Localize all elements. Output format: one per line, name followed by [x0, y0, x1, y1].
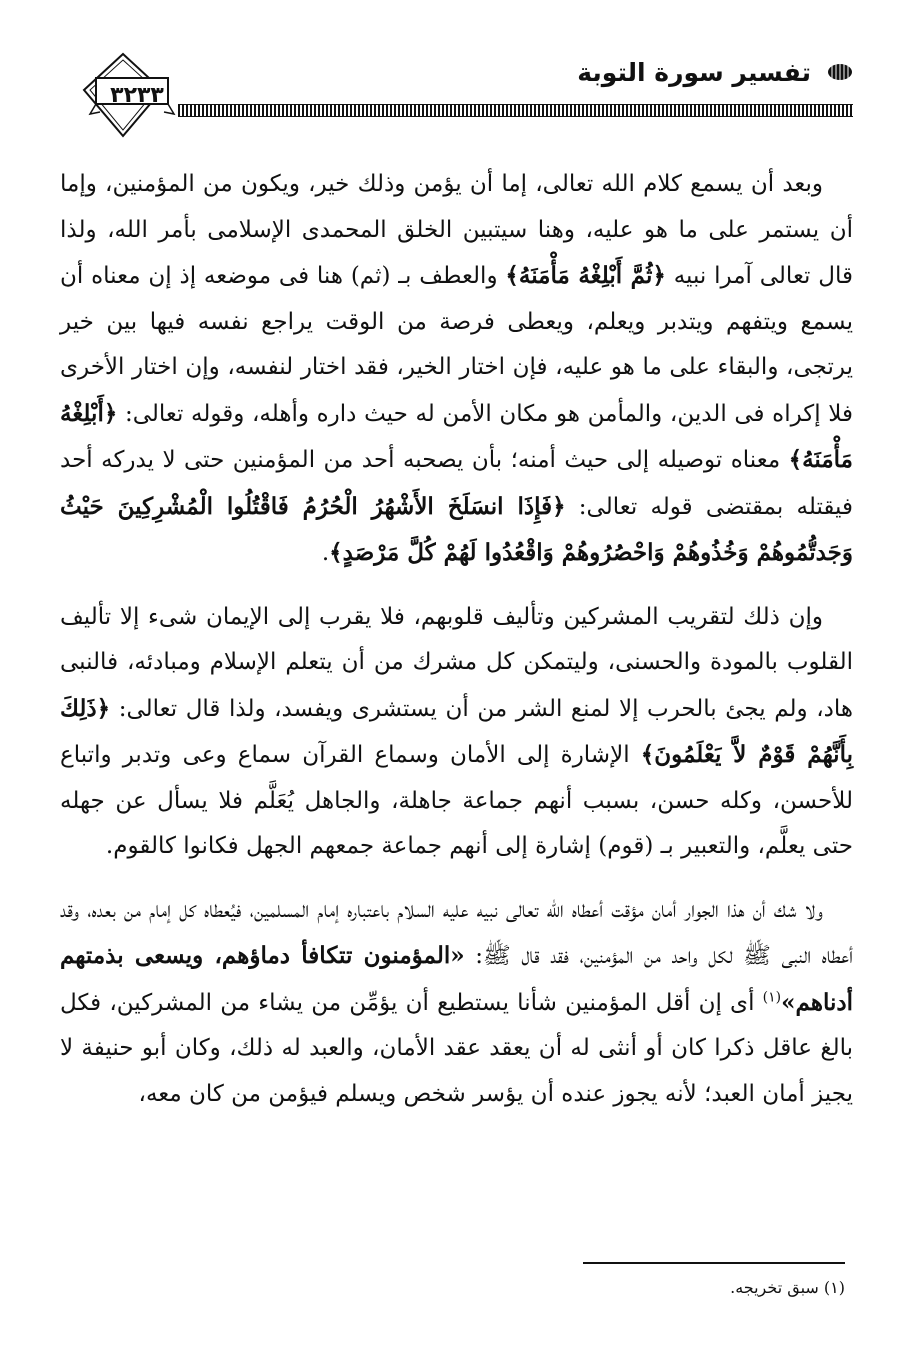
quran-verse: ﴿ذَلِكَ بِأَنَّهُمْ قَوْمٌ لاَّ يَعْلَمُونَ﴾	[60, 694, 853, 768]
text-segment: وبعد أن يسمع كلام الله تعالى، إما أن يؤمن وذلك خير، ويكون من المؤمنين، وإما أن يستمر على ما هو عليه، وهنا سيتبين الخلق المحمدى الإسلامى بأمر الله، ولذا قال تعالى آمرا نبيه	[60, 171, 853, 289]
flower-ornament-icon	[827, 63, 853, 81]
paragraph-3	[60, 888, 853, 1118]
quran-verse: ﴿فَإِذَا انسَلَخَ الأَشْهُرُ الْحُرُمُ فَاقْتُلُوا الْمُشْرِكِينَ حَيْثُ وَجَدتُّمُوهُمْ وَخُذُوهُمْ وَاحْصُرُوهُمْ وَاقْعُدُوا لَهُمْ كُلَّ مَرْصَدٍ﴾	[60, 492, 853, 566]
text-segment: .	[321, 540, 330, 566]
text-segment: أى إن أقل المؤمنين شأنا يستطيع أن يؤمِّن من يشاء من المشركين، فكل بالغ عاقل ذكرا كان أو أنثى له أن يعقد عقد الأمان، والعبد له ذلك، وكان أبو حنيفة لا يجيز أمان العبد؛ لأنه يجوز عنده أن يؤسر شخص ويسلم فيؤمن من كان معه،	[60, 989, 853, 1107]
text-segment: والعطف بـ (ثم) هنا فى موضعه إذ إن معناه أن يسمع ويتفهم ويتدبر ويعلم، ويعطى فرصة من الوقت يراجع نفسه فيها بين خير يرتجى، والبقاء على ما هو عليه، فإن اختار الخير، فقد اختار لنفسه، وإن اختار الأخرى فلا إكراه فى الدين، والمأمن هو مكان الأمن له حيث داره وأهله، وقوله تعالى:	[60, 263, 853, 427]
footnote-divider	[583, 1262, 845, 1264]
text-segment: الإشارة إلى الأمان وسماع القرآن سماع وعى وتدبر واتباع للأحسن، وكله حسن، بسبب أنهم جماعة جاهلة، والجاهل يُعَلَّم فلا يسأل عن جهله حتى يعلَّم، والتعبير بـ (قوم) إشارة إلى أنهم جماعة جمعهم الجهل فكانوا كالقوم.	[60, 742, 853, 859]
quran-verse: ﴿أَبْلِغْهُ مَأْمَنَهُ﴾	[60, 399, 853, 473]
footnote-marker: (١)	[762, 988, 782, 1005]
paragraph-1	[60, 162, 853, 577]
quran-verse: ﴿ثُمَّ أَبْلِغْهُ مَأْمَنَهُ﴾	[505, 262, 666, 289]
paragraph-2	[60, 595, 853, 870]
page-number: ٣٢٣٣	[110, 83, 164, 108]
text-segment: ولا شك أن هذا الجوار أمان مؤقت أعطاه الله تعالى نبيه عليه السلام باعتباره إمام المسلمين، فيُعطاه كل إمام من بعده، وقد أعطاه النبى ﷺ لكل واحد من المؤمنين، فقد قال ﷺ:	[60, 896, 853, 969]
book-title: تفسير سورة التوبة	[577, 58, 811, 87]
footnote: (١) سبق تخريجه.	[730, 1278, 845, 1297]
text-segment: معناه توصيله إلى حيث أمنه؛ بأن يصحبه أحد من المؤمنين حتى لا يدركه أحد فيقتله بمقتضى قوله تعالى:	[60, 447, 853, 520]
page-header	[96, 48, 853, 118]
text-segment: وإن ذلك لتقريب المشركين وتأليف قلوبهم، فلا يقرب إلى الإيمان شىء إلا تأليف القلوب بالمودة والحسنى، وليتمكن كل مشرك من أن يتعلم الإسلام ومبادئه، فالنبى هاد، ولم يجئ بالحرب إلا لمنع الشر من أن يستشرى ويفسد، ولذا قال تعالى:	[60, 603, 853, 722]
hadith-quote: «المؤمنون تتكافأ دماؤهم، ويسعى بذمتهم أدناهم»	[60, 942, 853, 1016]
body-text	[60, 162, 853, 1135]
header-rule	[178, 104, 853, 117]
